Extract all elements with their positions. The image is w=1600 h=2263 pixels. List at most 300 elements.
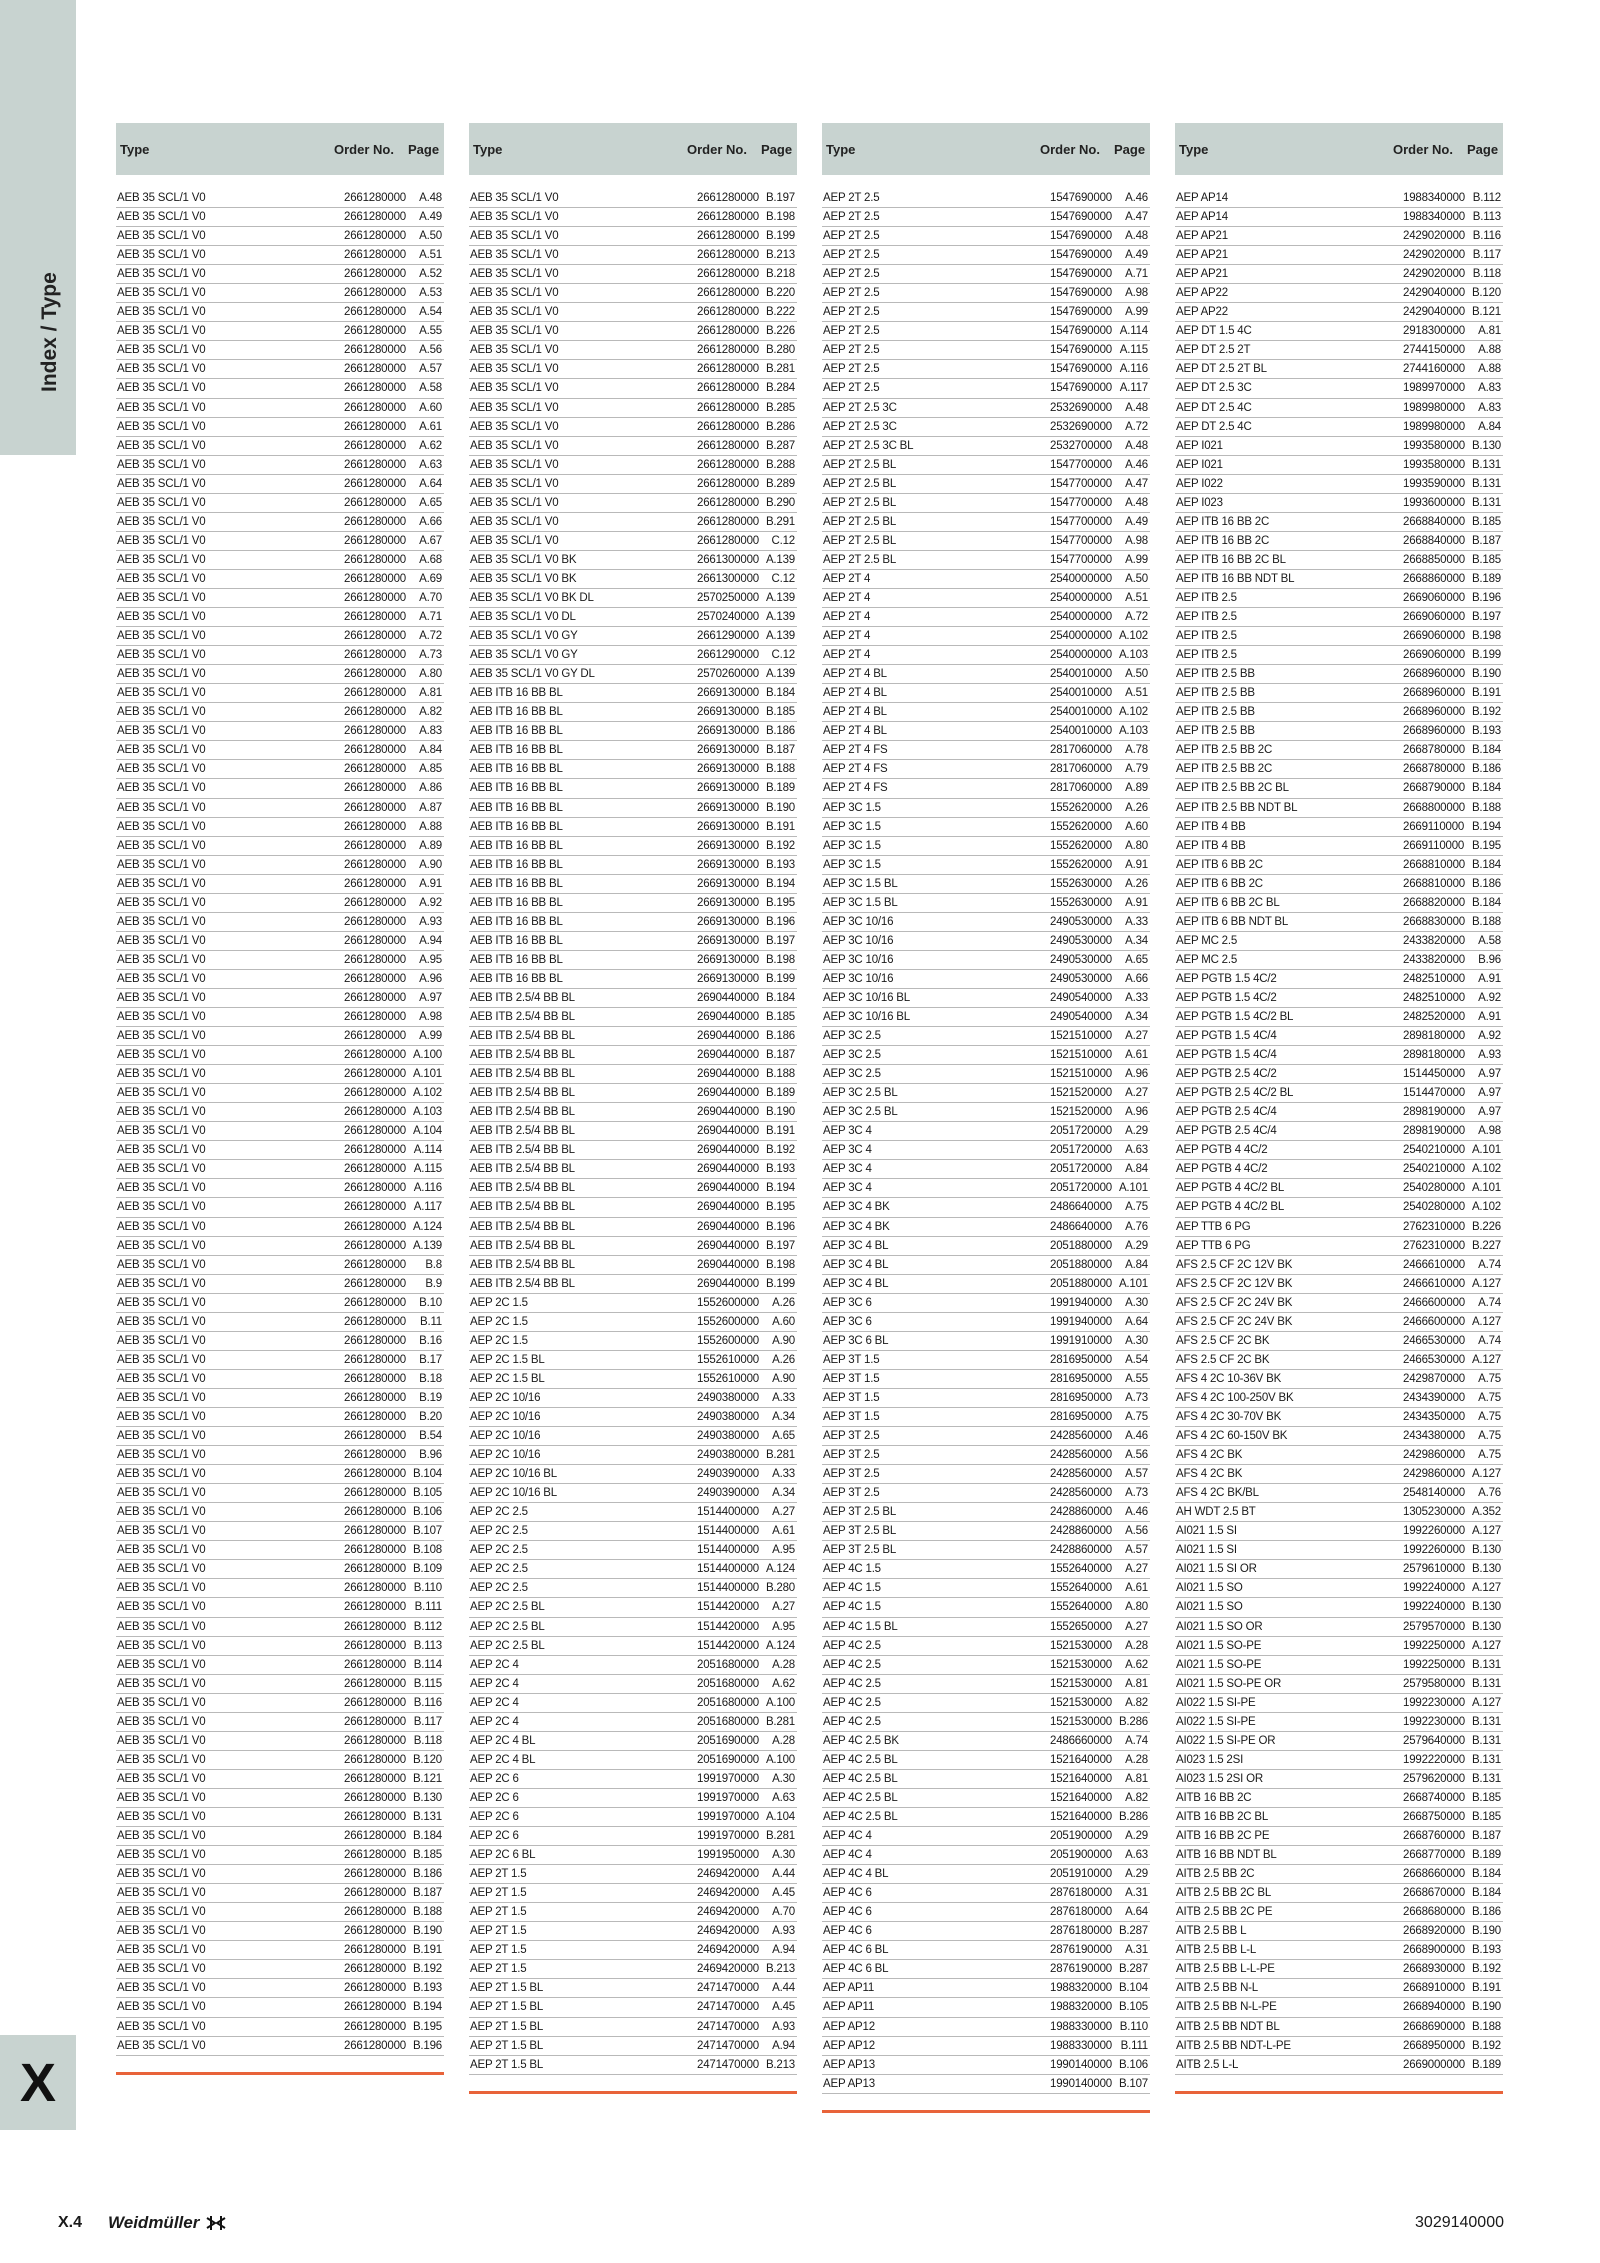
table-row — [822, 551, 1150, 570]
table-row — [822, 475, 1150, 494]
page-cell: A.102 — [1471, 1201, 1501, 1214]
type-cell: AEB ITB 16 BB BL — [470, 972, 563, 985]
table-row — [469, 1179, 797, 1198]
table-row — [1175, 1294, 1503, 1313]
order-no-cell: 2661280000 — [344, 1182, 406, 1195]
table-row — [116, 227, 444, 246]
type-cell: AEP ITB 2.5 BB — [1176, 668, 1255, 681]
table-row — [116, 1275, 444, 1294]
page-cell: B.191 — [765, 820, 795, 833]
table-row — [469, 1846, 797, 1865]
table-row — [116, 989, 444, 1008]
page-cell: B.286 — [765, 420, 795, 433]
type-cell: AEB 35 SCL/1 V0 — [117, 1487, 206, 1500]
type-cell: AI021 1.5 SO-PE — [1176, 1639, 1262, 1652]
order-no-cell: 2661280000 — [344, 649, 406, 662]
order-no-cell: 1552620000 — [1050, 801, 1112, 814]
order-no-cell: 2429860000 — [1403, 1449, 1465, 1462]
type-cell: AEP 3C 4 BL — [823, 1258, 889, 1271]
order-no-cell: 1552640000 — [1050, 1582, 1112, 1595]
table-row — [469, 1465, 797, 1484]
table-row — [116, 418, 444, 437]
type-cell: AEP I023 — [1176, 496, 1223, 509]
order-no-cell: 2051900000 — [1050, 1849, 1112, 1862]
page-cell: B.111 — [414, 1601, 442, 1614]
order-no-cell: 2540010000 — [1050, 668, 1112, 681]
page-cell: A.115 — [413, 1163, 442, 1176]
order-no-cell: 2668920000 — [1403, 1925, 1465, 1938]
index-rows — [469, 189, 797, 2075]
order-no-cell: 2661280000 — [697, 249, 759, 262]
type-cell: AEB 35 SCL/1 V0 — [117, 1430, 206, 1443]
type-cell: AEP ITB 2.5 — [1176, 611, 1237, 624]
type-cell: AEP DT 1.5 4C — [1176, 325, 1252, 338]
page-cell: A.29 — [1125, 1239, 1148, 1252]
order-no-cell: 2668680000 — [1403, 1906, 1465, 1919]
page-cell: A.63 — [772, 1791, 795, 1804]
page-cell: A.64 — [1125, 1906, 1148, 1919]
type-cell: AEP 2C 6 — [470, 1772, 519, 1785]
order-no-cell: 2661280000 — [344, 420, 406, 433]
type-cell: AEB 35 SCL/1 V0 — [117, 1925, 206, 1938]
order-no-cell: 2690440000 — [697, 991, 759, 1004]
type-cell: AEB 35 SCL/1 V0 — [470, 344, 559, 357]
page-cell: B.187 — [765, 744, 795, 757]
table-row — [1175, 1503, 1503, 1522]
type-cell: AEP 2C 6 — [470, 1791, 519, 1804]
table-row — [1175, 1122, 1503, 1141]
page-cell: A.48 — [1125, 496, 1148, 509]
table-row — [1175, 1598, 1503, 1617]
order-no-cell: 2661280000 — [344, 1715, 406, 1728]
order-no-cell: 1514470000 — [1403, 1087, 1465, 1100]
page-cell: A.102 — [1118, 706, 1148, 719]
type-cell: AI021 1.5 SI OR — [1176, 1563, 1257, 1576]
order-no-cell: 2490380000 — [697, 1391, 759, 1404]
type-cell: AEB ITB 2.5/4 BB BL — [470, 1220, 575, 1233]
table-row — [1175, 818, 1503, 837]
table-row — [822, 1865, 1150, 1884]
table-row — [1175, 1541, 1503, 1560]
type-cell: AEP AP21 — [1176, 268, 1228, 281]
type-cell: AEB 35 SCL/1 V0 — [470, 192, 559, 204]
type-cell: AEP 2C 2.5 — [470, 1563, 528, 1576]
table-row — [822, 1637, 1150, 1656]
order-no-cell: 2540010000 — [1050, 687, 1112, 700]
type-cell: AEP 2T 2.5 3C — [823, 401, 897, 414]
type-cell: AEB 35 SCL/1 V0 — [117, 515, 206, 528]
table-row — [822, 1503, 1150, 1522]
type-cell: AEP PGTB 4 4C/2 BL — [1176, 1201, 1285, 1214]
table-row — [822, 1446, 1150, 1465]
order-no-cell: 1547690000 — [1050, 268, 1112, 281]
page-cell: A.97 — [419, 991, 442, 1004]
table-row — [822, 1846, 1150, 1865]
page-cell: B.194 — [1471, 820, 1501, 833]
table-row — [469, 1084, 797, 1103]
page-cell: A.48 — [1125, 230, 1148, 243]
column-header — [822, 123, 1150, 175]
page-cell: A.74 — [1478, 1334, 1501, 1347]
order-no-cell: 2051880000 — [1050, 1239, 1112, 1252]
type-cell: AEB 35 SCL/1 V0 — [117, 1525, 206, 1538]
order-no-cell: 2429020000 — [1403, 249, 1465, 262]
page-cell: A.96 — [1125, 1106, 1148, 1119]
order-no-cell: 2466600000 — [1403, 1315, 1465, 1328]
order-no-cell: 2471470000 — [697, 2020, 759, 2033]
page-cell: B.218 — [765, 268, 795, 281]
table-row — [822, 627, 1150, 646]
page-cell: B.198 — [1471, 630, 1501, 643]
order-no-cell: 2817060000 — [1050, 744, 1112, 757]
table-row — [116, 551, 444, 570]
order-no-cell: 2490540000 — [1050, 991, 1112, 1004]
order-no-cell: 2661280000 — [344, 763, 406, 776]
page-cell: A.75 — [1125, 1201, 1148, 1214]
table-row — [469, 1998, 797, 2017]
page-cell: A.104 — [412, 1125, 442, 1138]
type-cell: AEB 35 SCL/1 V0 — [117, 458, 206, 471]
table-row — [116, 1827, 444, 1846]
type-cell: AEB ITB 2.5/4 BB BL — [470, 1011, 575, 1024]
page-cell: A.80 — [419, 668, 442, 681]
order-no-cell: 2661280000 — [697, 230, 759, 243]
table-row — [469, 1103, 797, 1122]
order-no-cell: 2486640000 — [1050, 1201, 1112, 1214]
header-page: Page — [761, 141, 793, 157]
order-no-cell: 1547700000 — [1050, 458, 1112, 471]
page-cell: B.117 — [413, 1715, 442, 1728]
table-row — [116, 1598, 444, 1617]
order-no-cell: 2471470000 — [697, 2039, 759, 2052]
index-column-2 — [469, 123, 797, 2094]
page-cell: B.192 — [1471, 706, 1501, 719]
page-cell: A.67 — [419, 534, 442, 547]
type-cell: AEP PGTB 2.5 4C/2 BL — [1176, 1087, 1294, 1100]
page-cell: A.66 — [419, 515, 442, 528]
type-cell: AEB 35 SCL/1 V0 — [470, 268, 559, 281]
page-cell: B.108 — [412, 1544, 442, 1557]
type-cell: AEP 2T 1.5 BL — [470, 2001, 544, 2014]
type-cell: AEP ITB 16 BB 2C BL — [1176, 553, 1286, 566]
table-row — [469, 760, 797, 779]
page-cell: A.46 — [1125, 192, 1148, 204]
page-cell: A.29 — [1125, 1125, 1148, 1138]
page-cell: A.62 — [1125, 1658, 1148, 1671]
type-cell: AEP 2T 2.5 3C — [823, 420, 897, 433]
table-row — [1175, 265, 1503, 284]
table-row — [822, 227, 1150, 246]
order-no-cell: 1552600000 — [697, 1334, 759, 1347]
page-cell: A.94 — [772, 1944, 795, 1957]
type-cell: AEP 2T 2.5 — [823, 306, 880, 319]
table-row — [1175, 208, 1503, 227]
type-cell: AEB ITB 2.5/4 BB BL — [470, 1125, 575, 1138]
order-no-cell: 1989980000 — [1403, 420, 1465, 433]
table-row — [822, 1351, 1150, 1370]
order-no-cell: 2540210000 — [1403, 1144, 1465, 1157]
table-row — [1175, 1275, 1503, 1294]
page-cell: B.11 — [419, 1315, 442, 1328]
table-row — [1175, 913, 1503, 932]
order-no-cell: 2661280000 — [344, 1106, 406, 1119]
order-no-cell: 2661280000 — [697, 287, 759, 300]
page-cell: B.286 — [1118, 1715, 1148, 1728]
table-row — [822, 1122, 1150, 1141]
type-cell: AEP 4C 6 BL — [823, 1963, 889, 1976]
type-cell: AEP 3C 10/16 — [823, 915, 894, 928]
order-no-cell: 1991940000 — [1050, 1296, 1112, 1309]
table-row — [822, 608, 1150, 627]
order-no-cell: 2661280000 — [344, 1201, 406, 1214]
type-cell: AEP 3C 4 — [823, 1182, 872, 1195]
table-row — [469, 665, 797, 684]
page-cell: B.131 — [1471, 458, 1501, 471]
order-no-cell: 2661280000 — [697, 496, 759, 509]
page-cell: B.186 — [765, 1030, 795, 1043]
page-cell: B.213 — [765, 249, 795, 262]
order-no-cell: 2661280000 — [344, 1887, 406, 1900]
order-no-cell: 1992260000 — [1403, 1544, 1465, 1557]
order-no-cell: 1992250000 — [1403, 1658, 1465, 1671]
type-cell: AEB 35 SCL/1 V0 — [117, 1887, 206, 1900]
order-no-cell: 2661280000 — [344, 725, 406, 738]
table-row — [469, 475, 797, 494]
table-row — [116, 1370, 444, 1389]
table-row — [116, 665, 444, 684]
order-no-cell: 1521510000 — [1050, 1049, 1112, 1062]
page-cell: A.28 — [1125, 1639, 1148, 1652]
order-no-cell: 2661280000 — [344, 934, 406, 947]
order-no-cell: 2661280000 — [344, 363, 406, 376]
order-no-cell: 2490530000 — [1050, 934, 1112, 947]
order-no-cell: 2661280000 — [344, 1582, 406, 1595]
order-no-cell: 1989980000 — [1403, 401, 1465, 414]
order-no-cell: 2669130000 — [697, 896, 759, 909]
order-no-cell: 1552600000 — [697, 1315, 759, 1328]
type-cell: AEP I021 — [1176, 439, 1223, 452]
type-cell: AEP AP14 — [1176, 211, 1228, 224]
table-row — [822, 1713, 1150, 1732]
table-row — [469, 1656, 797, 1675]
order-no-cell: 2661280000 — [344, 249, 406, 262]
page-cell: A.90 — [419, 858, 442, 871]
page-cell: A.93 — [419, 915, 442, 928]
table-row — [1175, 1846, 1503, 1865]
type-cell: AEP 2C 10/16 — [470, 1430, 541, 1443]
page-cell: B.188 — [412, 1906, 442, 1919]
order-no-cell: 2668690000 — [1403, 2020, 1465, 2033]
type-cell: AEP 2C 2.5 BL — [470, 1639, 545, 1652]
order-no-cell: 1547690000 — [1050, 325, 1112, 338]
page-cell: B.184 — [1471, 1887, 1501, 1900]
table-row — [116, 1694, 444, 1713]
type-cell: AEP AP13 — [823, 2077, 875, 2090]
order-no-cell: 2661280000 — [697, 363, 759, 376]
type-cell: AEP ITB 2.5 BB — [1176, 725, 1255, 738]
order-no-cell: 2669060000 — [1403, 649, 1465, 662]
type-cell: AITB 2.5 BB N-L-PE — [1176, 2001, 1277, 2014]
type-cell: AEB 35 SCL/1 V0 — [470, 439, 559, 452]
order-no-cell: 2661280000 — [344, 1772, 406, 1785]
table-row — [822, 932, 1150, 951]
order-no-cell: 2668820000 — [1403, 896, 1465, 909]
order-no-cell: 2661280000 — [344, 1849, 406, 1862]
type-cell: AEB 35 SCL/1 V0 — [117, 1411, 206, 1423]
order-no-cell: 2661280000 — [697, 344, 759, 357]
type-cell: AEB 35 SCL/1 V0 — [117, 1944, 206, 1957]
page-cell: A.27 — [1125, 1563, 1148, 1576]
type-cell: AEP ITB 4 BB — [1176, 839, 1246, 852]
order-no-cell: 1547700000 — [1050, 496, 1112, 509]
page-cell: A.60 — [1125, 820, 1148, 833]
table-row — [822, 1179, 1150, 1198]
type-cell: AEB 35 SCL/1 V0 — [117, 268, 206, 281]
order-no-cell: 2570250000 — [697, 591, 759, 604]
page-number: X.4 — [58, 2214, 83, 2231]
page-cell: C.12 — [771, 649, 795, 662]
order-no-cell: 2532700000 — [1050, 439, 1112, 452]
order-no-cell: 2762310000 — [1403, 1239, 1465, 1252]
type-cell: AITB 16 BB 2C BL — [1176, 1810, 1269, 1823]
table-row — [469, 1408, 797, 1427]
order-no-cell: 2661280000 — [344, 515, 406, 528]
type-cell: AEP 4C 6 BL — [823, 1944, 889, 1957]
type-cell: AEB 35 SCL/1 V0 — [117, 287, 206, 300]
page-cell: B.186 — [1471, 763, 1501, 776]
page-cell: B.195 — [1471, 839, 1501, 852]
table-row — [822, 837, 1150, 856]
table-row — [116, 951, 444, 970]
column-header — [469, 123, 797, 175]
order-no-cell: 2669130000 — [697, 782, 759, 795]
table-row — [469, 513, 797, 532]
order-no-cell: 2668960000 — [1403, 725, 1465, 738]
order-no-cell: 2661280000 — [344, 401, 406, 414]
page-cell: B.18 — [419, 1372, 442, 1385]
table-row — [469, 818, 797, 837]
table-row — [116, 1408, 444, 1427]
type-cell: AEB ITB 2.5/4 BB BL — [470, 1030, 575, 1043]
type-cell: AEP 3T 1.5 — [823, 1353, 880, 1366]
page-cell: B.284 — [765, 382, 795, 395]
order-no-cell: 2466600000 — [1403, 1296, 1465, 1309]
table-row — [822, 1979, 1150, 1998]
page-cell: B.291 — [765, 515, 795, 528]
table-row — [469, 1008, 797, 1027]
page-cell: A.61 — [1125, 1049, 1148, 1062]
type-cell: AEP 3C 10/16 BL — [823, 991, 910, 1004]
table-row — [822, 494, 1150, 513]
table-row — [1175, 1198, 1503, 1217]
type-cell: AEP ITB 2.5 — [1176, 649, 1237, 662]
table-row — [116, 1941, 444, 1960]
order-no-cell: 2669130000 — [697, 706, 759, 719]
page-cell: B.109 — [412, 1563, 442, 1576]
order-no-cell: 2661280000 — [344, 306, 406, 319]
table-row — [469, 1960, 797, 1979]
order-no-cell: 2690440000 — [697, 1030, 759, 1043]
table-row — [469, 1675, 797, 1694]
table-row — [116, 1103, 444, 1122]
order-no-cell: 2434390000 — [1403, 1391, 1465, 1404]
page-cell: A.116 — [413, 1182, 442, 1195]
page-cell: B.131 — [1471, 1658, 1501, 1671]
table-row — [469, 627, 797, 646]
table-row — [116, 856, 444, 875]
table-row — [822, 1141, 1150, 1160]
table-row — [469, 2056, 797, 2075]
page-cell: A.63 — [419, 458, 442, 471]
type-cell: AEB 35 SCL/1 V0 — [117, 249, 206, 262]
page-cell: B.184 — [1471, 744, 1501, 757]
order-no-cell: 2490390000 — [697, 1468, 759, 1481]
order-no-cell: 2669130000 — [697, 763, 759, 776]
table-row — [822, 303, 1150, 322]
type-cell: AEB 35 SCL/1 V0 — [470, 477, 559, 490]
page-cell: B.111 — [1120, 2039, 1148, 2052]
table-row — [822, 1218, 1150, 1237]
page-cell: B.20 — [419, 1411, 442, 1423]
page-cell: A.52 — [419, 268, 442, 281]
order-no-cell: 2466530000 — [1403, 1334, 1465, 1347]
table-row — [116, 1560, 444, 1579]
order-no-cell: 2469420000 — [697, 1925, 759, 1938]
order-no-cell: 2661280000 — [697, 439, 759, 452]
table-row — [116, 1579, 444, 1598]
page-cell: B.131 — [1471, 1715, 1501, 1728]
order-no-cell: 1521530000 — [1050, 1639, 1112, 1652]
type-cell: AEP 3T 2.5 — [823, 1468, 880, 1481]
type-cell: AITB 16 BB 2C — [1176, 1791, 1252, 1804]
page-cell: B.192 — [765, 1144, 795, 1157]
order-no-cell: 1988330000 — [1050, 2039, 1112, 2052]
order-no-cell: 2661280000 — [344, 1620, 406, 1633]
page-cell: A.44 — [772, 1868, 795, 1881]
order-no-cell: 1521520000 — [1050, 1087, 1112, 1100]
order-no-cell: 2690440000 — [697, 1087, 759, 1100]
page-cell: A.71 — [1125, 268, 1148, 281]
table-row — [1175, 1065, 1503, 1084]
order-no-cell: 1993580000 — [1403, 458, 1465, 471]
page-cell: B.184 — [1471, 858, 1501, 871]
type-cell: AITB 2.5 BB L-L-PE — [1176, 1963, 1275, 1976]
type-cell: AITB 2.5 L-L — [1176, 2058, 1239, 2071]
order-no-cell: 1992240000 — [1403, 1582, 1465, 1595]
type-cell: AEB 35 SCL/1 V0 — [117, 1772, 206, 1785]
page-cell: B.186 — [1471, 877, 1501, 890]
table-row — [1175, 779, 1503, 798]
type-cell: AEP 2T 2.5 BL — [823, 477, 897, 490]
table-row — [116, 1979, 444, 1998]
table-row — [1175, 551, 1503, 570]
table-row — [469, 418, 797, 437]
order-no-cell: 2661280000 — [344, 820, 406, 833]
table-row — [822, 1065, 1150, 1084]
order-no-cell: 1514400000 — [697, 1544, 759, 1557]
page-cell: C.12 — [771, 534, 795, 547]
type-cell: AEP 2T 2.5 — [823, 363, 880, 376]
page-cell: A.60 — [772, 1315, 795, 1328]
page-cell: A.91 — [1125, 896, 1148, 909]
table-row — [116, 1846, 444, 1865]
type-cell: AEB 35 SCL/1 V0 — [117, 1049, 206, 1062]
type-cell: AEB ITB 2.5/4 BB BL — [470, 1277, 575, 1290]
page-cell: B.190 — [1471, 668, 1501, 681]
type-cell: AITB 16 BB 2C PE — [1176, 1830, 1270, 1843]
type-cell: AEB ITB 16 BB BL — [470, 763, 563, 776]
table-row — [469, 1941, 797, 1960]
